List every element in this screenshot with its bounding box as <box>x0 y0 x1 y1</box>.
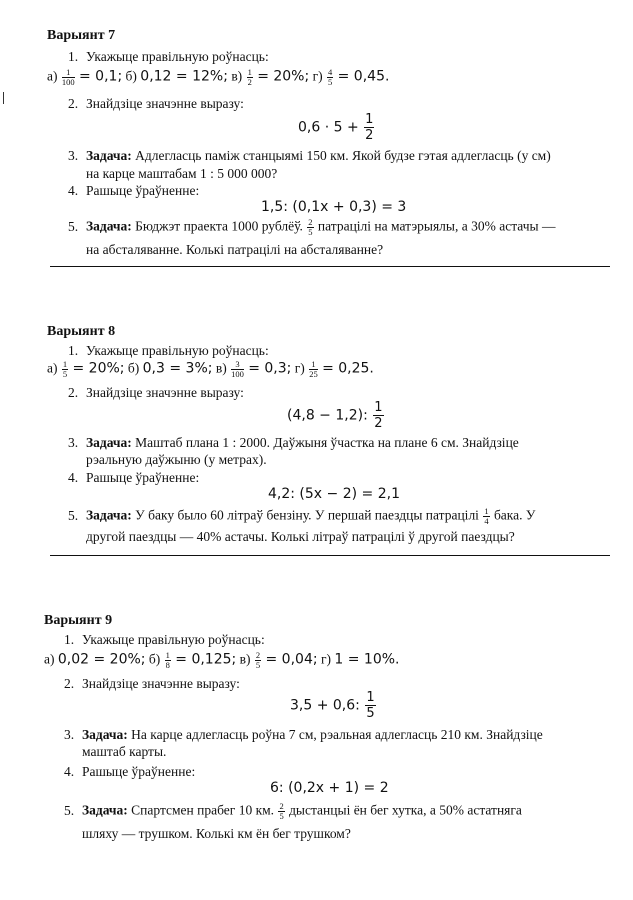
task-5-problem: 5. Задача: Спартсмен прабег 10 км. $\frac{2}{5}$ дыстанцыі ён бег хутка, а 50% астатняга <box>64 801 522 821</box>
variant-title: Варыянт 7 <box>47 28 116 43</box>
fraction: $\frac{1}{4}$ <box>484 506 489 526</box>
fraction: $\frac{2}{5}$ <box>308 217 313 237</box>
fraction: $\frac{4}{5}$ <box>328 67 333 87</box>
task-5-problem: 5. Задача: Бюджэт праекта 1000 рублёў. $\frac{2}{5}$ патрацілі на матэрыялы, а 30% астачы — <box>68 217 556 237</box>
variant-title: Варыянт 8 <box>47 324 116 339</box>
fraction: $\frac{1}{2}$ <box>374 400 383 431</box>
fraction: $\frac{1}{2}$ <box>247 67 252 87</box>
task-2-expression: (4,8 − 1,2): $\frac{1}{2}$ <box>287 400 383 431</box>
margin-mark <box>3 92 4 104</box>
divider <box>50 555 610 556</box>
fraction: $\frac{1}{8}$ <box>165 650 170 670</box>
task-1-prompt: 1. Укажыце правільную роўнасць: <box>68 49 269 64</box>
fraction: $\frac{1}{100}$ <box>61 67 75 87</box>
task-2-expression: 3,5 + 0,6: $\frac{1}{5}$ <box>290 690 375 721</box>
task-2-expression: 0,6 · 5 + $\frac{1}{2}$ <box>298 112 374 143</box>
divider <box>50 266 610 267</box>
task-2-prompt: 2. Знайдзіце значэнне выразу: <box>64 676 240 691</box>
task-3-problem-cont: маштаб карты. <box>82 744 167 759</box>
task-1-options: а) $\frac{1}{5}$ = 20%; б) 0,3 = 3%; в) $\frac{3}{100}$ = 0,3; г) $\frac{1}{25}$ = 0,25. <box>47 359 374 379</box>
task-2-prompt: 2. Знайдзіце значэнне выразу: <box>68 385 244 400</box>
task-1-options: а) 0,02 = 20%; б) $\frac{1}{8}$ = 0,125; в) $\frac{2}{5}$ = 0,04; г) 1 = 10%. <box>44 650 400 670</box>
task-5-problem: 5. Задача: У баку было 60 літраў бензіну. У першай паездцы патрацілі $\frac{1}{4}$ бака. У <box>68 506 536 526</box>
task-5-problem-cont: на абсталяванне. Колькі патрацілі на абсталяванне? <box>86 242 384 257</box>
fraction: $\frac{2}{5}$ <box>279 801 284 821</box>
fraction: $\frac{1}{5}$ <box>366 690 375 721</box>
task-5-problem-cont: шляху — трушком. Колькі км ён бег трушком? <box>82 826 351 841</box>
fraction: $\frac{2}{5}$ <box>255 650 261 670</box>
task-3-problem: 3. Задача: На карце адлегласць роўна 7 см, рэальная адлегласць 210 км. Знайдзіце <box>64 727 543 742</box>
task-1-options: а) $\frac{1}{100}$ = 0,1; б) 0,12 = 12%; в) $\frac{1}{2}$ = 20%; г) $\frac{4}{5}$ = 0,45. <box>47 67 390 87</box>
task-4-prompt: 4. Рашыце ўраўненне: <box>68 183 200 198</box>
task-3-problem-cont: рэальную даўжыню (у метрах). <box>86 452 267 467</box>
task-3-problem: 3. Задача: Маштаб плана 1 : 2000. Даўжыня ўчастка на плане 6 см. Знайдзіце <box>68 435 519 450</box>
task-2-prompt: 2. Знайдзіце значэнне выразу: <box>68 96 244 111</box>
fraction: $\frac{3}{100}$ <box>231 359 244 379</box>
task-3-problem: 3. Задача: Адлегласць паміж станцыямі 150 км. Якой будзе гэтая адлегласць (у см) <box>68 148 551 163</box>
task-4-equation: 1,5: (0,1x + 0,3) = 3 <box>261 199 407 215</box>
task-5-problem-cont: другой паездцы — 40% астачы. Колькі літраў патрацілі ў другой паездцы? <box>86 529 515 544</box>
task-3-problem-cont: на карце маштабам 1 : 5 000 000? <box>86 166 278 181</box>
task-1-prompt: 1. Укажыце правільную роўнасць: <box>68 343 269 358</box>
task-4-equation: 4,2: (5x − 2) = 2,1 <box>268 486 400 502</box>
task-4-prompt: 4. Рашыце ўраўненне: <box>68 470 200 485</box>
task-1-prompt: 1. Укажыце правільную роўнасць: <box>64 632 265 647</box>
variant-title: Варыянт 9 <box>44 613 113 628</box>
task-4-prompt: 4. Рашыце ўраўненне: <box>64 764 196 779</box>
fraction: $\frac{1}{5}$ <box>62 359 68 379</box>
task-4-equation: 6: (0,2x + 1) = 2 <box>270 780 389 796</box>
fraction: $\frac{1}{2}$ <box>365 112 374 143</box>
fraction: $\frac{1}{25}$ <box>309 359 318 379</box>
